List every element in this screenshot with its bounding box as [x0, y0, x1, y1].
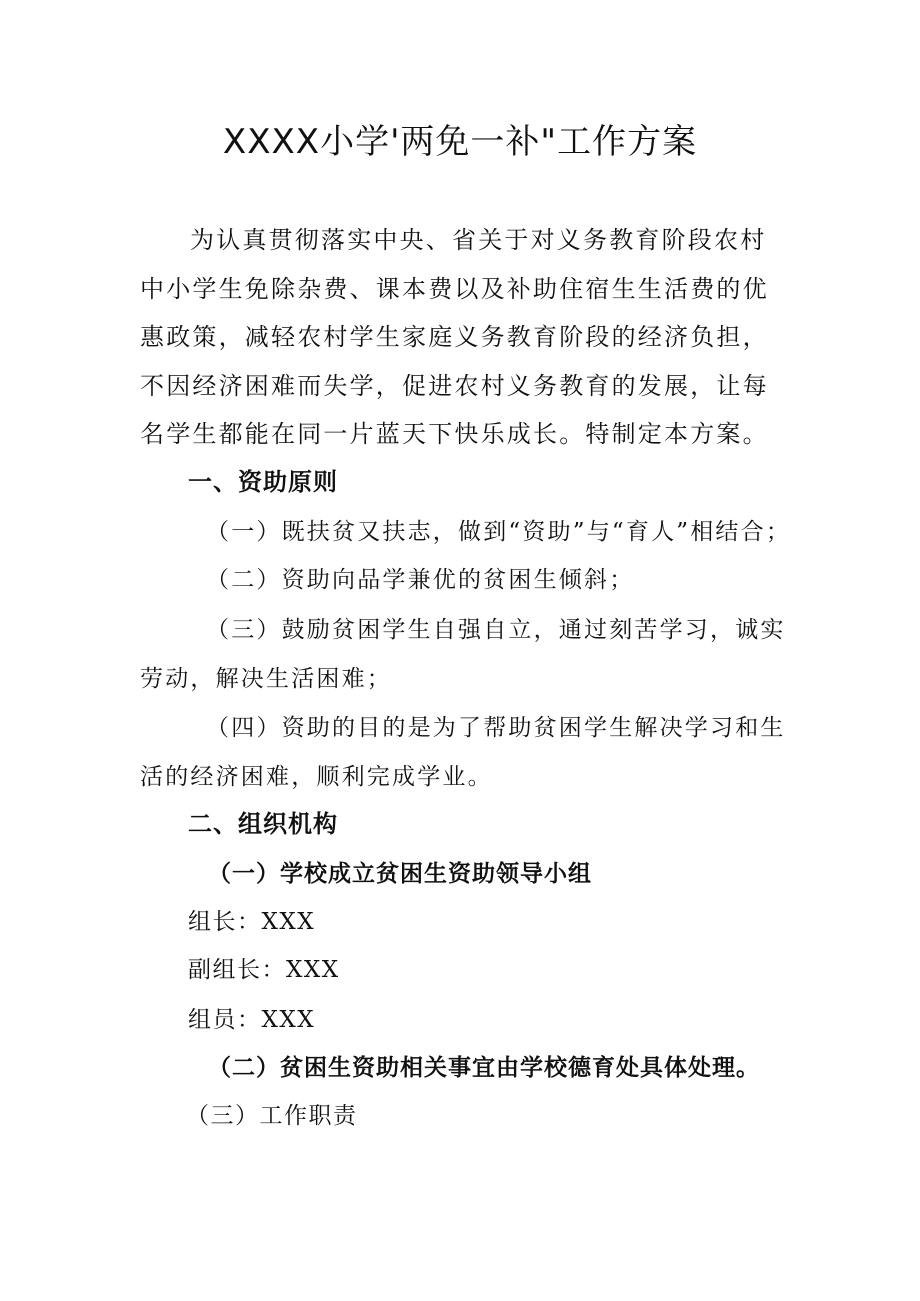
intro-paragraph: 为认真贯彻落实中央、省关于对义务教育阶段农村中小学生免除杂费、课本费以及补助住宿生生活费的优惠政策，减轻农村学生家庭义务教育阶段的经济负担，不因经济困难而失学，促进农村义务教育的发展，让每名学生都能在同一片蓝天下快乐成长。特制定本方案。	[140, 226, 769, 448]
sub-heading-leadership-group: （一）学校成立贫困生资助领导小组	[208, 861, 592, 887]
document-title: XXXX小学'两免一补"工作方案	[222, 122, 698, 162]
principle-item-2: （二）资助向品学兼优的贫困生倾斜；	[206, 567, 635, 593]
section-heading-principles: 一、资助原则	[188, 468, 338, 496]
deputy-leader-line: 副组长：XXX	[188, 957, 340, 983]
leader-line: 组长：XXX	[188, 909, 316, 935]
members-line: 组员：XXX	[188, 1007, 316, 1033]
sub-heading-moral-office: （二）贫困生资助相关事宜由学校德育处具体处理。	[208, 1055, 760, 1081]
principle-item-4: （四）资助的目的是为了帮助贫困学生解决学习和生活的经济困难，顺利完成学业。	[140, 715, 786, 790]
section-heading-organization: 二、组织机构	[188, 810, 338, 838]
principle-item-3: （三）鼓励贫困学生自强自立，通过刻苦学习，诚实劳动，解决生活困难；	[140, 617, 786, 692]
sub-heading-duties: （三）工作职责	[186, 1103, 358, 1129]
principle-item-1: （一）既扶贫又扶志，做到“资助”与“育人”相结合；	[206, 519, 792, 545]
